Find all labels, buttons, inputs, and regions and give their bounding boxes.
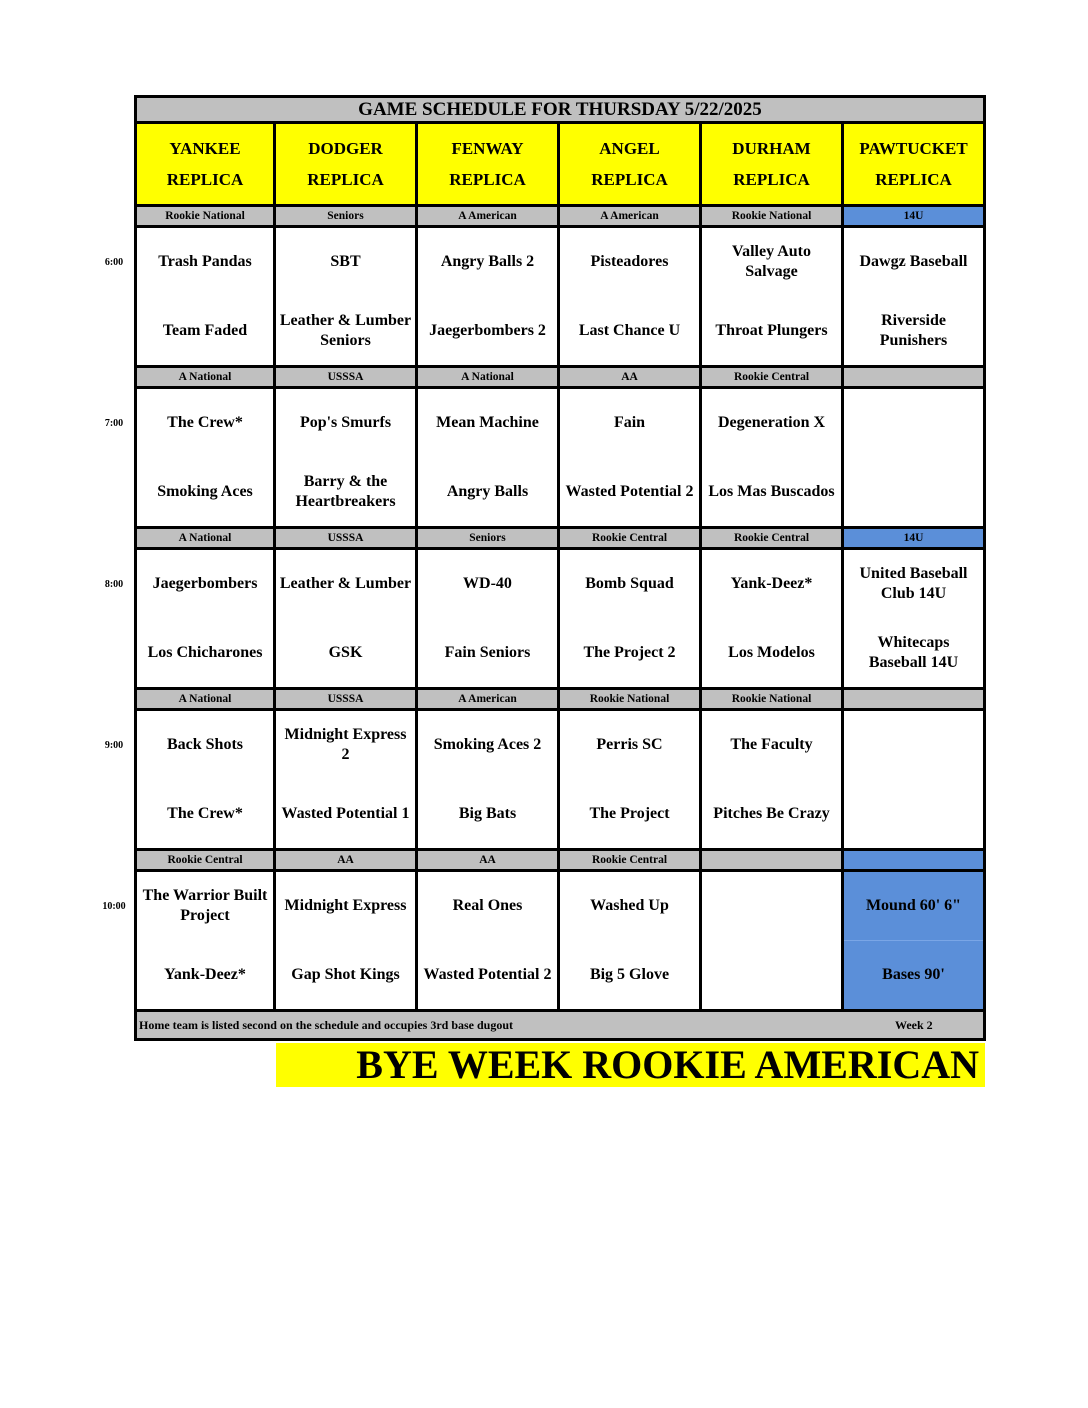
time-label: 6:00	[104, 257, 124, 268]
division-label: A American	[418, 207, 560, 228]
game-cell	[134, 389, 276, 529]
game-cell	[134, 872, 276, 1012]
division-label: 14U	[844, 207, 986, 228]
home-team: The Crew*	[167, 804, 243, 822]
game-cell	[276, 228, 418, 368]
game-cell	[560, 711, 702, 851]
division-label	[844, 368, 986, 389]
away-team: Jaegerbombers	[152, 575, 258, 593]
time-label: 10:00	[102, 901, 126, 912]
home-team: Angry Balls	[446, 482, 529, 500]
home-team: Los Mas Buscados	[708, 482, 835, 500]
away-team: Midnight Express 2	[284, 726, 407, 764]
division-label	[702, 851, 844, 872]
division-label: Seniors	[276, 207, 418, 228]
away-team: Smoking Aces 2	[433, 736, 542, 754]
home-team: Barry & the Heartbreakers	[295, 472, 396, 510]
game-cell	[276, 389, 418, 529]
away-team: Pisteadores	[590, 253, 669, 271]
footer-row	[134, 1012, 986, 1041]
division-label: Rookie National	[134, 207, 276, 228]
field-name: DODGER	[308, 139, 383, 158]
time-label: 7:00	[104, 418, 124, 429]
game-cell	[702, 228, 844, 368]
home-team-note: Home team is listed second on the schedule and occupies 3rd base dugout	[139, 1018, 514, 1032]
division-label: Rookie National	[702, 207, 844, 228]
away-team: Trash Pandas	[158, 253, 252, 271]
game-row	[134, 872, 986, 1012]
away-team: WD-40	[463, 575, 512, 593]
game-cell	[702, 711, 844, 851]
division-label: USSSA	[276, 690, 418, 711]
division-label: USSSA	[276, 368, 418, 389]
week-label: Week 2	[895, 1018, 933, 1032]
division-label: A National	[134, 690, 276, 711]
game-row	[134, 550, 986, 690]
field-header	[702, 124, 844, 207]
home-team: Gap Shot Kings	[291, 965, 400, 983]
home-team: Big Bats	[458, 804, 517, 822]
division-row	[134, 690, 986, 711]
home-team: Los Chicharones	[147, 643, 263, 661]
game-row	[134, 228, 986, 368]
division-label: Rookie National	[702, 690, 844, 711]
division-row	[134, 368, 986, 389]
division-label: 14U	[844, 529, 986, 550]
home-team: Bases 90'	[844, 940, 983, 1009]
field-header	[844, 124, 986, 207]
away-team: Mean Machine	[436, 414, 539, 432]
away-team: Yank-Deez*	[730, 575, 813, 593]
division-label: A National	[134, 529, 276, 550]
game-row	[134, 711, 986, 851]
away-team	[702, 872, 841, 941]
game-cell	[134, 711, 276, 851]
field-type: REPLICA	[591, 170, 668, 189]
division-label: Rookie Central	[560, 529, 702, 550]
time-slots	[134, 207, 986, 1012]
field-header	[134, 124, 276, 207]
division-label: A American	[560, 207, 702, 228]
away-team: Midnight Express	[284, 897, 407, 915]
home-team: Los Modelos	[728, 643, 815, 661]
game-cell	[560, 228, 702, 368]
schedule-table	[134, 95, 986, 1041]
away-team: Fain	[613, 414, 646, 432]
game-cell	[844, 872, 986, 1012]
away-team: Bomb Squad	[585, 575, 674, 593]
home-team: Leather & Lumber Seniors	[279, 311, 412, 349]
game-cell	[418, 872, 560, 1012]
time-label: 9:00	[104, 740, 124, 751]
home-team: Whitecaps Baseball 14U	[868, 633, 959, 671]
field-header-row	[134, 124, 986, 207]
home-team: Yank-Deez*	[164, 965, 246, 983]
division-row	[134, 851, 986, 872]
field-name: ANGEL	[599, 139, 660, 158]
field-name: DURHAM	[732, 139, 811, 158]
home-team: Fain Seniors	[444, 643, 531, 661]
field-header	[418, 124, 560, 207]
home-team: GSK	[328, 643, 363, 661]
division-label: A American	[418, 690, 560, 711]
field-type: REPLICA	[307, 170, 384, 189]
away-team: Pop's Smurfs	[299, 414, 392, 432]
home-team: Wasted Potential 2	[565, 482, 694, 500]
game-cell	[844, 711, 986, 851]
division-label	[844, 851, 986, 872]
home-team: Pitches Be Crazy	[713, 804, 830, 822]
away-team: Perris SC	[596, 736, 663, 754]
away-team: SBT	[330, 253, 361, 271]
away-team	[844, 711, 983, 780]
game-cell	[276, 711, 418, 851]
game-cell	[560, 872, 702, 1012]
home-team: The Project 2	[583, 643, 676, 661]
game-cell	[702, 872, 844, 1012]
away-team: United Baseball Club 14U	[859, 565, 968, 603]
home-team: Big 5 Glove	[589, 965, 670, 983]
field-type: REPLICA	[166, 170, 244, 189]
home-team: Wasted Potential 2	[423, 965, 552, 983]
away-team: Leather & Lumber	[279, 575, 412, 593]
division-label: AA	[418, 851, 560, 872]
time-label: 8:00	[104, 579, 124, 590]
field-type: REPLICA	[733, 170, 810, 189]
game-cell	[418, 389, 560, 529]
division-label	[844, 690, 986, 711]
home-team: Smoking Aces	[157, 482, 253, 500]
field-name: YANKEE	[169, 139, 241, 158]
away-team	[844, 389, 983, 458]
game-cell	[276, 872, 418, 1012]
away-team: The Warrior Built Project	[142, 887, 268, 925]
game-cell	[844, 550, 986, 690]
division-label: Rookie National	[560, 690, 702, 711]
division-label: AA	[560, 368, 702, 389]
home-team: Jaegerbombers 2	[429, 321, 546, 339]
division-label: Seniors	[418, 529, 560, 550]
game-cell	[702, 389, 844, 529]
division-label: Rookie Central	[702, 529, 844, 550]
home-team	[844, 458, 983, 527]
field-name: FENWAY	[451, 139, 524, 158]
division-label: A National	[418, 368, 560, 389]
game-cell	[418, 711, 560, 851]
division-label: Rookie Central	[134, 851, 276, 872]
home-team	[844, 780, 983, 849]
home-team: The Project	[589, 804, 670, 822]
game-cell	[702, 550, 844, 690]
away-team: Washed Up	[590, 897, 669, 915]
home-team: Last Chance U	[578, 321, 681, 339]
away-team: Mound 60' 6"	[865, 897, 962, 914]
away-team: Back Shots	[166, 736, 244, 754]
schedule-title: GAME SCHEDULE FOR THURSDAY 5/22/2025	[134, 95, 986, 124]
division-label: AA	[276, 851, 418, 872]
division-row	[134, 529, 986, 550]
division-label: Rookie Central	[702, 368, 844, 389]
away-team: Degeneration X	[717, 414, 826, 432]
home-team: Wasted Potential 1	[281, 804, 410, 822]
game-cell	[418, 550, 560, 690]
game-cell	[134, 550, 276, 690]
game-row	[134, 389, 986, 529]
game-cell	[134, 228, 276, 368]
away-team: Angry Balls 2	[440, 253, 535, 271]
division-label: Rookie Central	[560, 851, 702, 872]
away-team: Dawgz Baseball	[859, 253, 968, 271]
home-team: Riverside Punishers	[879, 311, 948, 349]
field-header	[560, 124, 702, 207]
field-name: PAWTUCKET	[859, 139, 968, 158]
away-team: The Faculty	[730, 736, 813, 754]
home-team	[702, 941, 841, 1010]
division-row	[134, 207, 986, 228]
field-type: REPLICA	[449, 170, 526, 189]
home-team: Throat Plungers	[715, 321, 828, 339]
game-cell	[560, 550, 702, 690]
home-team: Team Faded	[162, 321, 248, 339]
away-team: Valley Auto Salvage	[732, 243, 811, 281]
game-cell	[560, 389, 702, 529]
game-cell	[844, 228, 986, 368]
away-team: Real Ones	[452, 897, 523, 915]
field-type: REPLICA	[875, 170, 952, 189]
division-label: A National	[134, 368, 276, 389]
away-team: The Crew*	[167, 414, 243, 432]
division-label: USSSA	[276, 529, 418, 550]
game-cell	[276, 550, 418, 690]
bye-week-banner: BYE WEEK ROOKIE AMERICAN	[276, 1043, 985, 1087]
game-cell	[418, 228, 560, 368]
field-header	[276, 124, 418, 207]
game-cell	[844, 389, 986, 529]
